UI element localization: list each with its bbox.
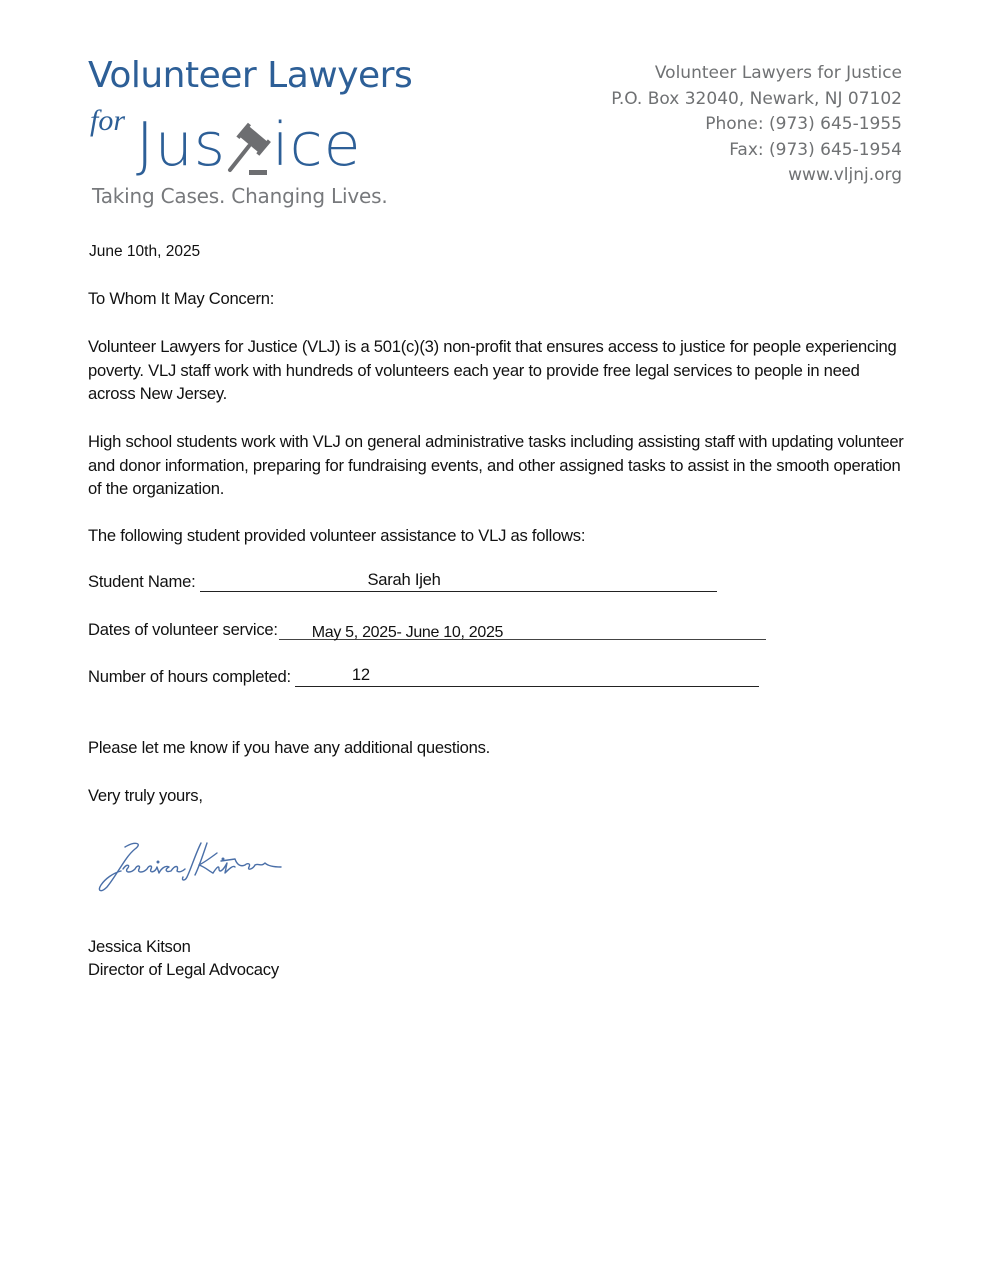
hours-line [295, 666, 759, 687]
signatory-name: Jessica Kitson [88, 937, 191, 956]
student-name-value: Sarah Ijeh [367, 570, 441, 589]
hours-value: 12 [351, 665, 370, 684]
address-po-box: P.O. Box 32040, Newark, NJ 07102 [611, 88, 902, 109]
address-website: www.vljnj.org [788, 165, 902, 186]
address-phone: Phone: (973) 645-1955 [705, 114, 902, 135]
logo-title-line: Volunteer Lawyers [88, 55, 413, 96]
address-org: Volunteer Lawyers for Justice [654, 63, 902, 83]
paragraph-following-student: The following student provided volunteer assistance to VLJ as follows: [88, 526, 586, 545]
paragraph-student-tasks: High school students work with VLJ on general administrative tasks including assisting staff with updating volunteer and donor information, preparing for fundraising events, and other assigned tasks to assist in the smooth operation of the organization. [88, 432, 904, 499]
logo-tagline: Taking Cases. Changing Lives. [92, 184, 388, 208]
dates-label: Dates of volunteer service: [88, 620, 278, 639]
logo-justice-right: ice [271, 110, 362, 180]
handwritten-signature [95, 835, 295, 900]
logo-justice-left: Jus [136, 110, 226, 180]
gavel-icon [227, 118, 271, 178]
vlj-logo [88, 56, 428, 216]
field-dates-of-service [88, 619, 766, 640]
field-hours-completed [88, 666, 759, 687]
salutation: To Whom It May Concern: [88, 289, 275, 308]
student-name-line [200, 571, 717, 592]
dates-value: May 5, 2025- June 10, 2025 [311, 624, 504, 641]
address-fax: Fax: (973) 645-1954 [729, 139, 902, 160]
closing-question: Please let me know if you have any additional questions. [88, 738, 491, 757]
hours-label: Number of hours completed: [88, 667, 291, 686]
student-name-label: Student Name: [88, 572, 196, 591]
letterhead-address [611, 61, 902, 189]
paragraph-about-vlj: Volunteer Lawyers for Justice (VLJ) is a 501(c)(3) non-profit that ensures access to justice for people experiencing poverty. VLJ staff work with hundreds of volunteers each year to provide free legal services to people in need across New Jersey. [88, 337, 897, 404]
letter-date: June 10th, 2025 [89, 243, 201, 260]
dates-line [279, 619, 766, 640]
signatory-title: Director of Legal Advocacy [88, 960, 279, 979]
logo-justice-word [136, 108, 362, 178]
field-student-name [88, 571, 717, 592]
logo-for-text: for [90, 104, 126, 137]
closing-phrase: Very truly yours, [88, 786, 203, 805]
